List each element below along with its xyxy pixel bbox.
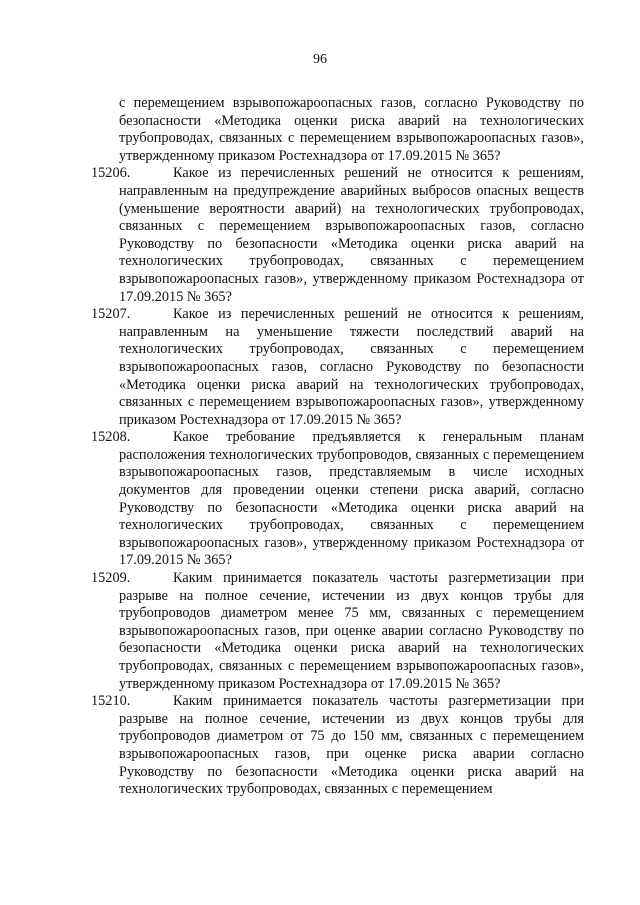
continuation-paragraph: с перемещением взрывопожароопасных газов, согласно Руководству по безопасности «Методика оценки риска аварий на технологических трубопроводах, связанных с перемещением взрывопожароопасных газов», утвержденному приказом Ростехнадзора от 17.09.2015 № 365? (119, 95, 584, 164)
document-body (0, 95, 640, 799)
question-15210 (91, 693, 584, 799)
question-15206 (91, 165, 584, 306)
question-15209 (91, 570, 584, 693)
question-number: 15209. (91, 570, 131, 587)
page-number: 96 (313, 52, 327, 67)
question-text: Какое из перечисленных решений не относится к решениям, направленным на предупреждение аварийных выбросов опасных веществ (уменьшение вероятности аварий) на технологических трубопроводах, связанных с перемещением взрывопожароопасных газов, согласно Руководству по безопасности «Методика оценки риска аварий на технологических трубопроводах, связанных с перемещением взрывопожароопасных газов», утвержденному приказом Ростехнадзора от 17.09.2015 № 365? (119, 165, 584, 305)
question-15207 (91, 306, 584, 429)
question-text: Каким принимается показатель частоты разгерметизации при разрыве на полное сечение, истечении из двух концов трубы для трубопроводов диаметром от 75 до 150 мм, связанных с перемещением взрывопожароопасных газов, при оценке риска аварии согласно Руководству по безопасности «Методика оценки риска аварий на технологических трубопроводах, связанных с перемещением (119, 693, 584, 798)
question-text: Какое из перечисленных решений не относится к решениям, направленным на уменьшение тяжести последствий аварий на технологических трубопроводах, связанных с перемещением взрывопожароопасных газов, согласно Руководству по безопасности «Методика оценки риска аварий на технологических трубопроводах, связанных с перемещением взрывопожароопасных газов», утвержденному приказом Ростехнадзора от 17.09.2015 № 365? (119, 306, 584, 428)
question-text: Какое требование предъявляется к генеральным планам расположения технологических трубопроводов, связанных с перемещением взрывопожароопасных газов, представляемым в числе исходных документов для проведении оценки степени риска аварий, согласно Руководству по безопасности «Методика оценки риска аварий на технологических трубопроводах, связанных с перемещением взрывопожароопасных газов», утвержденному приказом Ростехнадзора от 17.09.2015 № 365? (119, 429, 584, 569)
question-number: 15210. (91, 693, 131, 710)
question-text: Каким принимается показатель частоты разгерметизации при разрыве на полное сечение, истечении из двух концов трубы для трубопроводов диаметром менее 75 мм, связанных с перемещением взрывопожароопасных газов, при оценке аварии согласно Руководству по безопасности «Методика оценки риска аварий на технологических трубопроводах, связанных с перемещением взрывопожароопасных газов», утвержденному приказом Ростехнадзора от 17.09.2015 № 365? (119, 570, 584, 692)
question-15208 (91, 429, 584, 570)
question-number: 15207. (91, 306, 131, 323)
question-number: 15208. (91, 429, 131, 446)
question-number: 15206. (91, 165, 131, 182)
